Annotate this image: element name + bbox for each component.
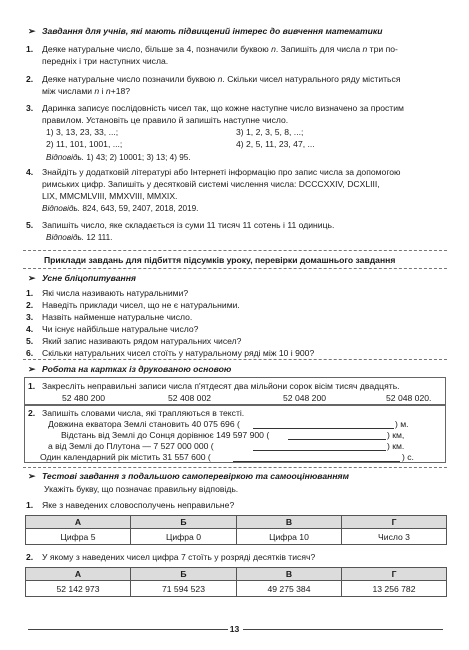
task-2-line-2: між числами n і n+18? [42, 86, 131, 96]
blitz-question: Скільки натуральних чисел стоїть у натуральному ряді між 10 і 900? [42, 348, 315, 358]
question-2-text: У якому з наведених чисел цифра 7 стоїть у розряді десятків тисяч? [42, 552, 316, 562]
task-number: 1. [26, 44, 34, 54]
task-3-line-1: Даринка записує послідовність чисел так, що кожне наступне число визначено за простим [42, 103, 404, 113]
task-number: 2. [26, 74, 34, 84]
section-arrow-icon: ➢ [28, 273, 36, 283]
task-4-line-1: Знайдіть у додатковій літературі або Інтернеті інформацію про запис числа за допомогою [42, 167, 401, 177]
section-heading-advanced: Завдання для учнів, які мають підвищений інтерес до вивчення математики [42, 26, 383, 36]
blitz-question: Назвіть найменше натуральне число. [42, 312, 193, 322]
card-1-option[interactable]: 52 480 200 [62, 393, 106, 403]
card-2-row-4-end: ) с. [402, 452, 414, 462]
task-3-option-1: 1) 3, 13, 23, 33, ...; [46, 127, 119, 137]
card-1-option[interactable]: 52 048 020. [386, 393, 432, 403]
section-arrow-icon: ➢ [28, 364, 36, 374]
task-3-answer: Відповідь. 1) 43; 2) 10001; 3) 13; 4) 95. [46, 153, 191, 162]
answer-option[interactable]: Число 3 [342, 529, 447, 545]
answer-blank[interactable] [288, 439, 386, 440]
answer-letter: В [237, 568, 342, 581]
page-number: 13 [229, 624, 240, 634]
section-arrow-icon: ➢ [28, 26, 36, 36]
blitz-question: Чи існує найбільше натуральне число? [42, 324, 199, 334]
card-number: 2. [28, 408, 36, 418]
section-divider [23, 467, 447, 468]
card-1-option[interactable]: 52 408 002 [168, 393, 212, 403]
answer-blank[interactable] [253, 450, 386, 451]
task-4-line-2: римських цифр. Запишіть у десятковій системі числення числа: DCCCXXIV, DCXLIII, [42, 179, 380, 189]
section-heading-cards: Робота на картках із друкованою основою [42, 364, 232, 374]
question-2-table [25, 567, 447, 597]
card-2-row-1-end: ) м. [395, 419, 409, 429]
section-heading-blitz: Усне бліцопитування [42, 273, 136, 283]
blitz-number: 3. [26, 312, 34, 322]
task-3-option-2: 2) 11, 101, 1001, ...; [46, 139, 123, 149]
answer-blank[interactable] [253, 428, 394, 429]
section-heading-summary: Приклади завдань для підбиття підсумків уроку, перевірки домашнього завдання [44, 255, 396, 265]
task-4-answer: Відповідь. 824, 643, 59, 2407, 2018, 2019. [42, 204, 199, 213]
answer-option[interactable]: Цифра 0 [131, 529, 237, 545]
answer-letter: Г [342, 568, 447, 581]
question-1-table [25, 515, 447, 545]
section-divider [23, 359, 447, 360]
task-number: 5. [26, 220, 34, 230]
blitz-question: Наведіть приклади чисел, що не є натуральними. [42, 300, 240, 310]
card-2-row-2: Відстань від Землі до Сонця дорівнює 149 597 900 ( [61, 430, 270, 440]
blitz-number: 2. [26, 300, 34, 310]
section-divider [23, 268, 447, 269]
answer-letter: Б [131, 516, 237, 529]
blitz-question: Який запис називають рядом натуральних чисел? [42, 336, 242, 346]
blitz-number: 1. [26, 288, 34, 298]
card-1-option[interactable]: 52 048 200 [283, 393, 327, 403]
card-2-row-3: а від Землі до Плутона — 7 527 000 000 ( [48, 441, 214, 451]
answer-letter: Б [131, 568, 237, 581]
answer-letter: В [237, 516, 342, 529]
task-3-line-2: правилом. Установіть це правило й запишіть наступне число. [42, 115, 289, 125]
task-1-line-1: Деяке натуральне число, більше за 4, позначили буквою n. Запишіть для числа n три по- [42, 44, 398, 54]
tests-instruction: Укажіть букву, що позначає правильну відповідь. [44, 484, 239, 494]
answer-letter: А [26, 568, 131, 581]
answer-option[interactable]: 52 142 973 [26, 581, 131, 597]
card-2-instruction: Запишіть словами числа, які трапляються в тексті. [42, 408, 245, 418]
card-2-row-2-end: ) км, [387, 430, 405, 440]
answer-letter: А [26, 516, 131, 529]
blitz-number: 4. [26, 324, 34, 334]
task-3-option-3: 3) 1, 2, 3, 5, 8, ...; [236, 127, 304, 137]
blitz-question: Які числа називають натуральними? [42, 288, 189, 298]
card-2-row-3-end: ) км. [387, 441, 405, 451]
answer-blank[interactable] [233, 461, 400, 462]
question-1-text: Яке з наведених словосполучень неправильне? [42, 500, 235, 510]
section-heading-tests: Тестові завдання з подальшою самоперевіркою та самооцінюванням [42, 471, 349, 481]
question-number: 2. [26, 552, 34, 562]
question-number: 1. [26, 500, 34, 510]
task-number: 4. [26, 167, 34, 177]
answer-option[interactable]: 13 256 782 [342, 581, 447, 597]
blitz-number: 6. [26, 348, 34, 358]
card-2-row-1: Довжина екватора Землі становить 40 075 696 ( [48, 419, 240, 429]
task-4-line-3: LIX, MMCMLVIII, MMXVIII, MMXIX. [42, 191, 178, 201]
section-divider [23, 250, 447, 251]
blitz-number: 5. [26, 336, 34, 346]
answer-option[interactable]: Цифра 5 [26, 529, 131, 545]
task-number: 3. [26, 103, 34, 113]
task-1-line-2: передніх і три наступних числа. [42, 56, 169, 66]
answer-option[interactable]: 71 594 523 [131, 581, 237, 597]
answer-option[interactable]: 49 275 384 [237, 581, 342, 597]
section-arrow-icon: ➢ [28, 471, 36, 481]
task-5-answer: Відповідь. 12 111. [46, 233, 113, 242]
card-1-instruction: Закресліть неправильні записи числа п'ятдесят два мільйони сорок вісім тисяч двадцять. [42, 381, 400, 391]
task-3-option-4: 4) 2, 5, 11, 23, 47, ... [236, 139, 315, 149]
card-number: 1. [28, 381, 36, 391]
answer-letter: Г [342, 516, 447, 529]
task-5-line-1: Запишіть число, яке складається із суми 11 тисяч 11 сотень і 11 одиниць. [42, 220, 335, 230]
answer-option[interactable]: Цифра 10 [237, 529, 342, 545]
card-2-row-4: Один календарний рік містить 31 557 600 ( [40, 452, 211, 462]
task-2-line-1: Деяке натуральне число позначили буквою n. Скільки чисел натурального ряду міститься [42, 74, 401, 84]
